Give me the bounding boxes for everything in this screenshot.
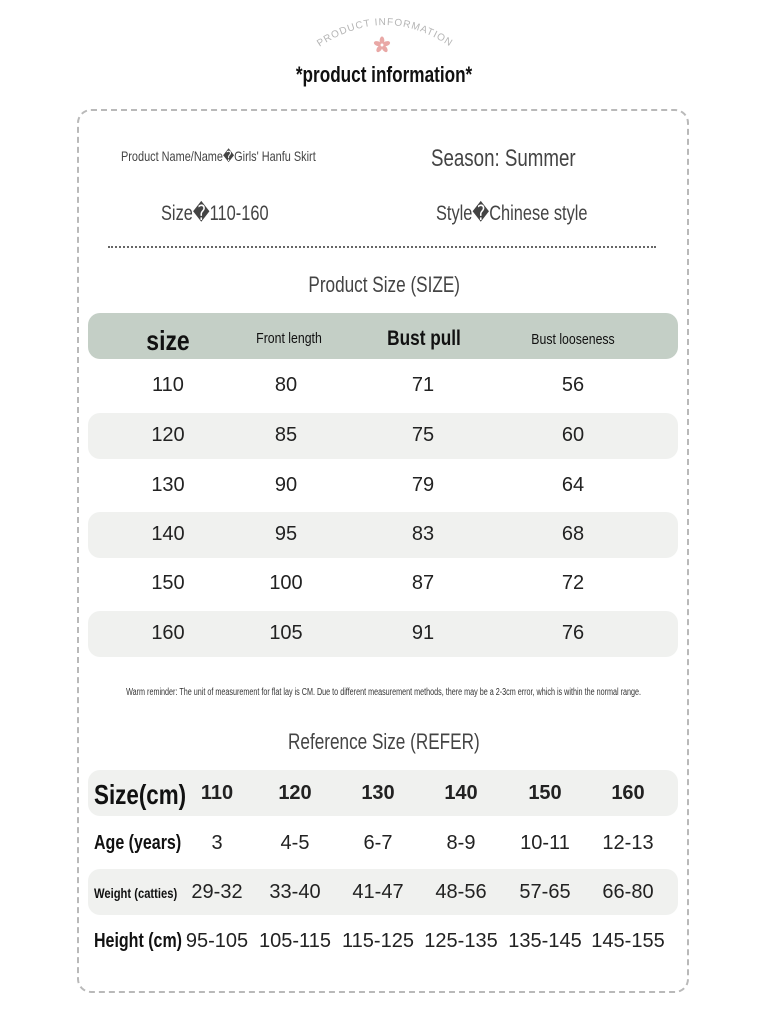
table-cell: 87 — [411, 572, 435, 594]
ref-cell: 48-56 — [435, 881, 487, 903]
ref-cell: 110 — [200, 782, 234, 804]
table-cell: 79 — [411, 474, 435, 496]
ref-cell: 12-13 — [602, 832, 654, 854]
reference-size-title: Reference Size (REFER) — [288, 729, 480, 754]
table-cell: 71 — [411, 374, 435, 396]
ref-cell: 135-145 — [508, 930, 582, 952]
ref-cell: 95-105 — [185, 930, 249, 952]
ref-cell: 66-80 — [602, 881, 654, 903]
style-text: Style�Chinese style — [436, 202, 588, 225]
ref-cell: 125-135 — [424, 930, 498, 952]
table-cell: 95 — [274, 523, 298, 545]
table-cell: 110 — [152, 374, 184, 396]
ref-cell: 29-32 — [191, 881, 243, 903]
table-cell: 85 — [274, 424, 298, 446]
page-title: *product information* — [295, 62, 473, 87]
table-cell: 64 — [561, 474, 585, 496]
table-cell: 83 — [411, 523, 435, 545]
table-cell: 130 — [151, 474, 185, 496]
product-size-title: Product Size (SIZE) — [308, 272, 460, 297]
table-cell: 60 — [561, 424, 585, 446]
ref-row-label-height: Height (cm) — [94, 930, 182, 952]
ref-row-label-age: Age (years) — [94, 832, 182, 854]
table-cell: 76 — [561, 622, 585, 644]
ref-row-label-size: Size(cm) — [94, 779, 187, 810]
size-range-text: Size�110-160 — [161, 202, 269, 225]
season-text: Season: Summer — [431, 145, 576, 172]
ref-cell: 6-7 — [363, 832, 393, 854]
ref-cell: 105-115 — [259, 930, 331, 952]
header-bust-pull: Bust pull — [387, 327, 461, 350]
table-cell: 105 — [269, 622, 303, 644]
table-cell: 72 — [561, 572, 585, 594]
product-name-text: Product Name/Name�Girls' Hanfu Skirt — [121, 148, 316, 164]
ref-cell: 8-9 — [446, 832, 476, 854]
table-cell: 68 — [561, 523, 585, 545]
ref-cell: 150 — [528, 782, 562, 804]
table-cell: 75 — [411, 424, 435, 446]
header-size: size — [146, 325, 190, 356]
table-cell: 120 — [151, 424, 185, 446]
ref-row-label-weight: Weight (catties) — [94, 885, 178, 901]
warm-reminder-note: Warm reminder: The unit of measurement for flat lay is CM. Due to different measurement methods, there may be a 2-3cm error, which is within the normal range. — [126, 687, 642, 698]
ref-cell: 10-11 — [520, 832, 570, 854]
ref-cell: 115-125 — [342, 930, 414, 952]
ref-cell: 130 — [361, 782, 395, 804]
table-cell: 90 — [274, 474, 298, 496]
ref-cell: 41-47 — [352, 881, 404, 903]
header-bust-looseness: Bust looseness — [531, 331, 615, 348]
table-cell: 100 — [269, 572, 303, 594]
ref-cell: 3 — [211, 832, 223, 854]
header-front-length: Front length — [256, 330, 322, 347]
dotted-divider — [108, 246, 656, 248]
table-cell: 140 — [151, 523, 185, 545]
ref-cell: 145-155 — [591, 930, 665, 952]
ref-cell: 33-40 — [269, 881, 321, 903]
ref-cell: 120 — [278, 782, 312, 804]
table-cell: 80 — [274, 374, 298, 396]
arc-badge-text: PRODUCT INFORMATION — [315, 16, 455, 50]
table-cell: 91 — [411, 622, 435, 644]
ref-cell: 4-5 — [280, 832, 310, 854]
ref-cell: 140 — [444, 782, 478, 804]
ref-cell: 160 — [611, 782, 645, 804]
ref-cell: 57-65 — [519, 881, 571, 903]
table-cell: 160 — [151, 622, 185, 644]
table-cell: 150 — [151, 572, 185, 594]
table-cell: 56 — [561, 374, 585, 396]
flower-icon — [373, 36, 391, 54]
